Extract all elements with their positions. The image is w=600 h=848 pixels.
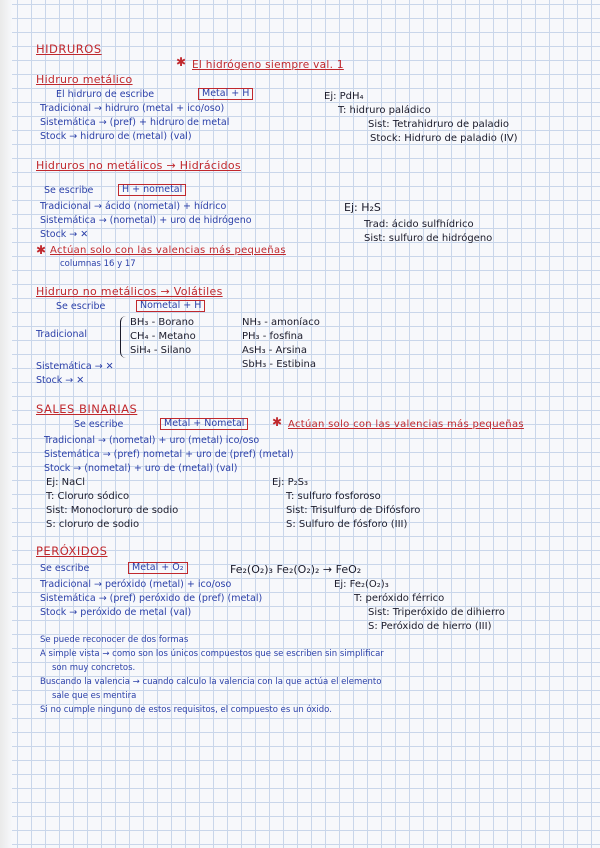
recognize-line: sale que es mentira	[52, 691, 137, 701]
recognize-intro: Se puede reconocer de dos formas	[40, 635, 189, 645]
example-sistematica: Sist: Trisulfuro de Difósforo	[286, 505, 421, 516]
heading-hidruro-metalico: Hidruro metálico	[36, 73, 133, 86]
formula-label: El hidruro de escribe	[56, 89, 155, 100]
volatile-item: AsH₃ - Arsina	[242, 345, 307, 356]
escribe-box: Nometal + H	[136, 300, 205, 312]
brace	[120, 316, 127, 358]
rule-stock: Stock → hidruro de (metal) (val)	[40, 131, 192, 142]
volatile-item: SiH₄ - Silano	[130, 345, 192, 356]
example-tradicional: T: hidruro paládico	[338, 105, 431, 116]
example-label: Ej: P₂S₃	[272, 477, 309, 488]
example-label: Ej: H₂S	[344, 201, 381, 214]
volatile-item: SbH₃ - Estibina	[242, 359, 317, 370]
rule-stock: Stock → ✕	[40, 229, 89, 240]
rule-sistematica: Sistemática → (nometal) + uro de hidrógeno	[40, 215, 252, 226]
example-stock: S: Sulfuro de fósforo (III)	[286, 519, 408, 530]
rule-stock: Stock → ✕	[36, 375, 85, 386]
recognize-line: Buscando la valencia → cuando calculo la valencia con la que actúa el elemento	[40, 677, 382, 687]
section-title-peroxidos: PERÓXIDOS	[36, 544, 108, 558]
recognize-line: Si no cumple ninguno de estos requisitos, el compuesto es un óxido.	[40, 705, 332, 715]
example-tradicional: T: Cloruro sódico	[46, 491, 130, 502]
star-icon: ✱	[36, 243, 47, 257]
volatile-item: PH₃ - fosfina	[242, 331, 304, 342]
rule-stock: Stock → (nometal) + uro de (metal) (val)	[44, 463, 238, 474]
example-sistematica: Sist: Monocloruro de sodio	[46, 505, 179, 516]
recognize-line: son muy concretos.	[52, 663, 136, 673]
example-tradicional: T: peróxido férrico	[354, 593, 445, 604]
heading-volatiles: Hidruro no metálicos → Volátiles	[36, 285, 223, 298]
volatile-item: BH₃ - Borano	[130, 317, 195, 328]
rule-sistematica: Sistemática → (pref) + hidruro de metal	[40, 117, 230, 128]
escribe-box: Metal + O₂	[128, 562, 188, 574]
example-label: Ej: Fe₂(O₂)₃	[334, 579, 389, 590]
valence-note-columns: columnas 16 y 17	[60, 259, 136, 269]
star-icon: ✱	[272, 415, 283, 429]
heading-hidruros-no-metalicos: Hidruros no metálicos → Hidrácidos	[36, 159, 241, 172]
valence-note: Actúan solo con las valencias más pequeñas	[50, 245, 286, 256]
example-sistematica: Sist: Triperóxido de dihierro	[368, 607, 505, 618]
escribe-label: Se escribe	[74, 419, 124, 430]
rule-sistematica: Sistemática → ✕	[36, 361, 114, 372]
hydrogen-note: El hidrógeno siempre val. 1	[192, 59, 344, 71]
formula-box: Metal + H	[198, 88, 253, 100]
volatile-item: NH₃ - amoníaco	[242, 317, 320, 328]
escribe-label: Se escribe	[56, 301, 106, 312]
rule-tradicional: Tradicional → peróxido (metal) + ico/oso	[40, 579, 232, 590]
rule-tradicional-label: Tradicional	[36, 329, 87, 340]
escribe-label: Se escribe	[40, 563, 90, 574]
star-icon: ✱	[176, 55, 187, 69]
peroxide-formula: Fe₂(O₂)₃ Fe₂(O₂)₂ → FeO₂	[230, 563, 362, 576]
rule-tradicional: Tradicional → (nometal) + uro (metal) ico/oso	[44, 435, 260, 446]
example-stock: Stock: Hidruro de paladio (IV)	[370, 133, 518, 144]
rule-tradicional: Tradicional → hidruro (metal + ico/oso)	[40, 103, 225, 114]
escribe-box: Metal + Nometal	[160, 418, 248, 430]
example-sistematica: Sist: sulfuro de hidrógeno	[364, 233, 493, 244]
volatile-item: CH₄ - Metano	[130, 331, 196, 342]
example-label: Ej: PdH₄	[324, 91, 364, 102]
escribe-label: Se escribe	[44, 185, 94, 196]
rule-stock: Stock → peróxido de metal (val)	[40, 607, 192, 618]
example-sistematica: Sist: Tetrahidruro de paladio	[368, 119, 509, 130]
escribe-box: H + nometal	[118, 184, 186, 196]
recognize-line: A simple vista → como son los únicos compuestos que se escriben sin simplificar	[40, 649, 384, 659]
rule-sistematica: Sistemática → (pref) peróxido de (pref) (metal)	[40, 593, 263, 604]
rule-tradicional: Tradicional → ácido (nometal) + hídrico	[40, 201, 227, 212]
section-title-hidruros: HIDRUROS	[36, 42, 102, 56]
example-stock: S: Peróxido de hierro (III)	[368, 621, 492, 632]
example-label: Ej: NaCl	[46, 477, 86, 488]
example-stock: S: cloruro de sodio	[46, 519, 140, 530]
section-title-sales: SALES BINARIAS	[36, 402, 138, 416]
example-tradicional: Trad: ácido sulfhídrico	[364, 219, 474, 230]
example-tradicional: T: sulfuro fosforoso	[286, 491, 381, 502]
rule-sistematica: Sistemática → (pref) nometal + uro de (pref) (metal)	[44, 449, 294, 460]
valence-note: Actúan solo con las valencias más pequeñas	[288, 419, 524, 430]
